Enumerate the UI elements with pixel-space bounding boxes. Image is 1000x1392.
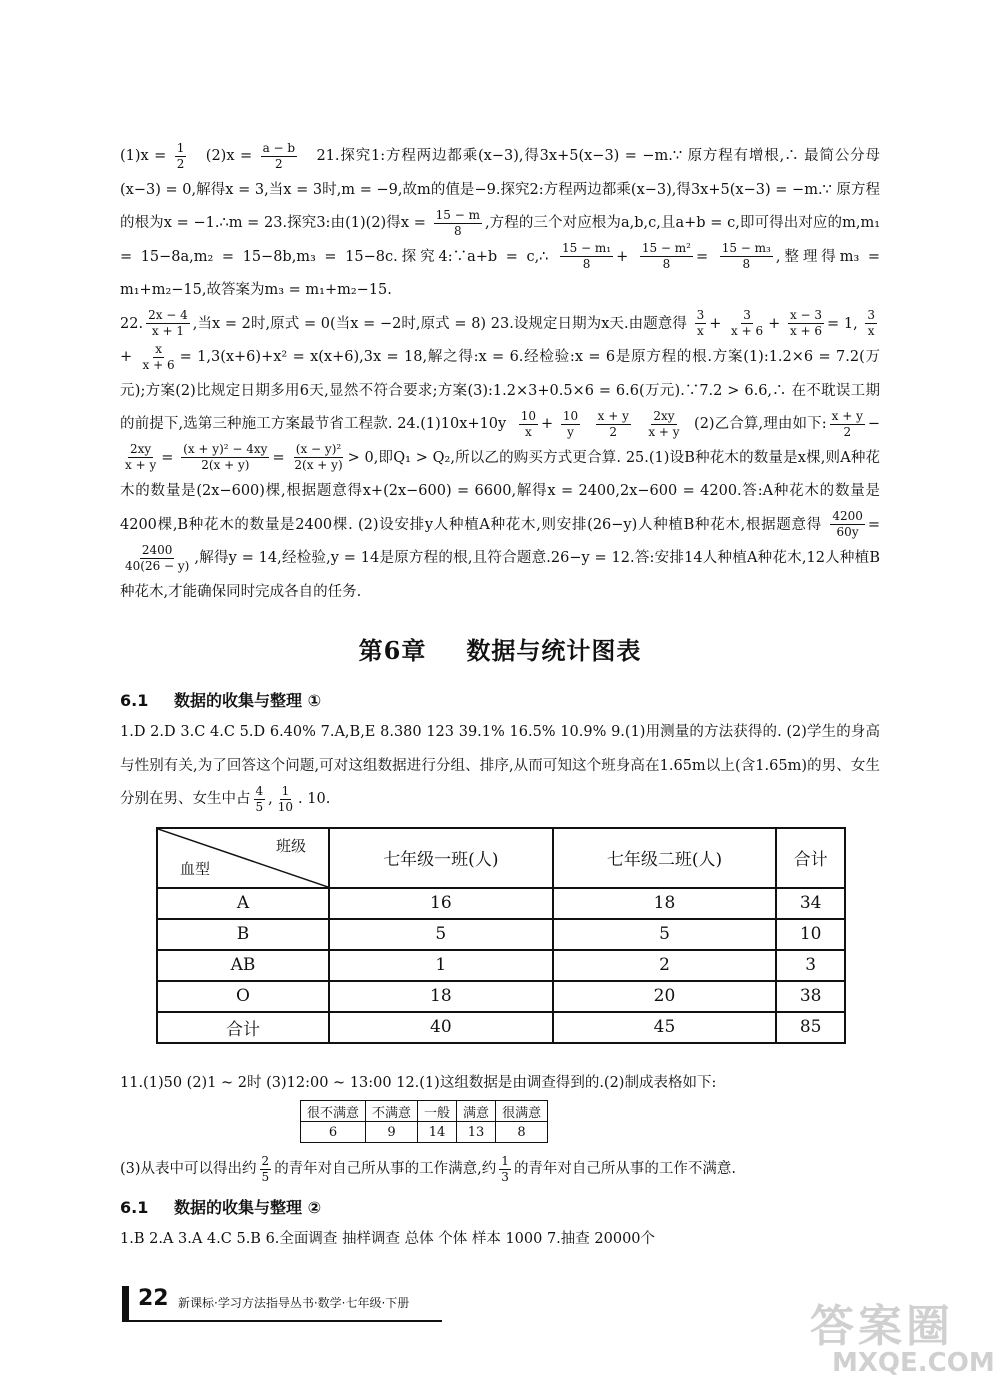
fraction: $\frac{1}{10}$ xyxy=(277,783,294,814)
fraction: $\frac{x}{x + 6}$ xyxy=(142,341,175,372)
q11-answers: 11.(1)50 (2)1 ~ 2时 (3)12:00 ~ 13:00 12.(1)这组数据是由调查得到的.(2)制成表格如下: xyxy=(120,1074,717,1091)
table-row: 6 9 14 13 8 xyxy=(301,1122,548,1143)
book-title: 新课标·学习方法指导丛书·数学·七年级·下册 xyxy=(178,1296,410,1310)
footer-bar xyxy=(122,1286,129,1320)
fraction: $\frac{4}{5}$ xyxy=(255,783,264,814)
fraction: $\frac{10}{x}$ xyxy=(520,408,536,439)
fraction: $\frac{2}{5}$ xyxy=(261,1153,270,1184)
fraction: $\frac{3}{x}$ xyxy=(867,308,876,338)
section1-answers: 1.D 2.D 3.C 4.C 5.D 6.40% 7.A,B,E 8.380 123 39.1% 16.5% 10.9% 9.(1)用测量的方法获得的. (2)学生的身高与性别有关,为了回答这个问题,可对这组数据进行分组、排序,从而可知这个班身高在1.65m以上(含1.65m)的男、女生分别在男、女生中占 $\frac{4}{5}$ , $\frac{1}{10}$ . 10. xyxy=(120,724,880,814)
fraction: $\frac{3}{x + 6}$ xyxy=(731,308,764,338)
fraction: $\frac{10}{y}$ xyxy=(562,408,579,439)
fraction: $\frac{a - b}{2}$ xyxy=(262,140,296,171)
chapter-number: 第6章 xyxy=(358,636,427,665)
fraction: $\frac{2xy}{x + y}$ xyxy=(125,442,157,472)
fraction: $\frac{\text{15 − m₃}}{8}$ xyxy=(721,241,771,271)
page-content xyxy=(120,140,880,1256)
blood-type-table xyxy=(156,827,846,1044)
answers-paragraph-1: (1)x = $\frac{1}{2}$ (2)x = $\frac{a - b}{2}$ 21.探究1:方程两边都乘(x−3),得3x+5(x−3) = −m.∵ 原方程有增根,∴ 最简公分母(x−3) = 0,解得x = 3,当x = 3时,m = −9,故m的值是−9.探究2:方程两边都乘(x−3),得3x+5(x−3) = −m.∵ 原方程的根为x = −1.∴m = 23.探究3:由(1)(2)得x = $\frac{15 - m}{8}$ ,方程的三个对应根为a,b,c,且a+b = c,即可得出对应的m,m₁ = 15−8a,m₂ = 15−8b,m₃ = 15−8c.探究4:∵a+b = c,∴ $\frac{\text{15 − m₁}}{8}$ + $\frac{\text{15 − m²}}{8}$ = $\frac{\text{15 − m₃}}{8}$ ,整理得m₃ = m₁+m₂−15,故答案为m₃ = m₁+m₂−15. xyxy=(120,140,881,298)
fraction: $\frac{2xy}{x + y}$ xyxy=(648,408,680,439)
table-row: 合计 40 45 85 xyxy=(157,1012,845,1043)
section2-answers: 1.B 2.A 3.A 4.C 5.B 6.全面调查 抽样调查 总体 个体 样本 1000 7.抽查 20000个 xyxy=(120,1230,656,1247)
page-footer xyxy=(120,1282,880,1322)
fraction: $\frac{x - 3}{x + 6}$ xyxy=(789,308,823,338)
fraction: $\frac{2400}{40(26 - y)}$ xyxy=(125,542,190,573)
table-row: B 5 5 10 xyxy=(157,919,845,950)
footer-rule xyxy=(122,1320,442,1322)
fraction: $\frac{3}{x}$ xyxy=(696,308,705,338)
table-row: O 18 20 38 xyxy=(157,981,845,1012)
section-heading-2: 6.1 数据的收集与整理 ② xyxy=(120,1197,322,1217)
fraction: $\frac{2x - 4}{x + 1}$ xyxy=(148,308,188,338)
q12-part3: (3)从表中可以得出约 $\frac{2}{5}$ 的青年对自己所从事的工作满意,约 $\frac{1}{3}$ 的青年对自己所从事的工作不满意. xyxy=(120,1153,737,1184)
table-row: AB 1 2 3 xyxy=(157,950,845,981)
fraction: $\frac{x + y}{2}$ xyxy=(597,408,629,439)
fraction: $\frac{\text{15 − m₁}}{8}$ xyxy=(561,241,612,271)
table-header: 七年级一班(人) xyxy=(329,828,553,888)
fraction: $\frac{\text{(x − y)²}}{2(x + y)}$ xyxy=(294,442,343,472)
satisfaction-table xyxy=(300,1100,548,1143)
fraction: $\frac{15 - m}{8}$ xyxy=(435,207,480,238)
fraction: $\frac{1}{3}$ xyxy=(501,1153,509,1184)
table-header: 七年级二班(人) xyxy=(553,828,777,888)
fraction: $\frac{x + y}{2}$ xyxy=(831,408,863,439)
table-header: 合计 xyxy=(776,828,845,888)
table-row: A 16 18 34 xyxy=(157,888,845,919)
table-corner-cell: 班级 血型 xyxy=(157,828,329,888)
fraction: $\frac{\text{15 − m²}}{8}$ xyxy=(641,241,691,271)
fraction: $\frac{1}{2}$ xyxy=(176,140,185,171)
blood-table-wrap xyxy=(120,827,880,1063)
page-number: 22 xyxy=(138,1286,169,1311)
table-header-row xyxy=(157,828,845,888)
fraction: $\frac{4200}{60y}$ xyxy=(832,509,863,539)
answers-paragraph-2: 22. $\frac{2x - 4}{x + 1}$ ,当x = 2时,原式 = 0(当x = −2时,原式 = 8) 23.设规定日期为x天.由题意得 $\frac{3}{x}$ + $\frac{3}{x + 6}$ + $\frac{x - 3}{x + 6}$ = 1, $\frac{3}{x}$ + $\frac{x}{x + 6}$ = 1,3(x+6)+x² = x(x+6),3x = 18,解之得:x = 6.经检验:x = 6是原方程的根.方案(1):1.2×6 = 7.2(万元);方案(2)比规定日期多用6天,显然不符合要求;方案(3):1.2×3+0.5×6 = 6.6(万元).∵7.2 > 6.6,∴ 在不耽误工期的前提下,选第三种施工方案最节省工程款. 24.(1)10x+10y $\frac{10}{x}$ + $\frac{10}{y}$ $\frac{x + y}{2}$ $\frac{2xy}{x + y}$ (2)乙合算,理由如下: $\frac{x + y}{2}$ − $\frac{2xy}{x + y}$ = $\frac{\text{(x + y)² − 4xy}}{2(x + y)}$ = $\frac{\text{(x − y)²}}{2(x + y)}$ > 0,即Q₁ > Q₂,所以乙的购买方式更合算. 25.(1)设B种花木的数量是x棵,则A种花木的数量是(2x−600)棵,根据题意得x+(2x−600) = 6600,解得x = 2400,2x−600 = 4200.答:A种花木的数量是4200棵,B种花木的数量是2400棵. (2)设安排y人种植A种花木,则安排(26−y)人种植B种花木,根据题意得 $\frac{4200}{60y}$ = $\frac{2400}{40(26 - y)}$ ,解得y = 14,经检验,y = 14是原方程的根,且符合题意.26−y = 12.答:安排14人种植A种花木,12人种植B种花木,才能确保同时完成各自的任务. xyxy=(120,308,881,600)
table-header-row: 很不满意 不满意 一般 满意 很满意 xyxy=(301,1101,548,1122)
fraction: $\frac{\text{(x + y)² − 4xy}}{2(x + y)}$ xyxy=(183,442,268,472)
section-heading-1: 6.1 数据的收集与整理 ① xyxy=(120,691,322,710)
watermark-logo: 答案圈 MXQE.COM xyxy=(810,1301,995,1378)
chapter-title: 数据与统计图表 xyxy=(466,636,642,665)
chapter-heading xyxy=(120,631,880,666)
